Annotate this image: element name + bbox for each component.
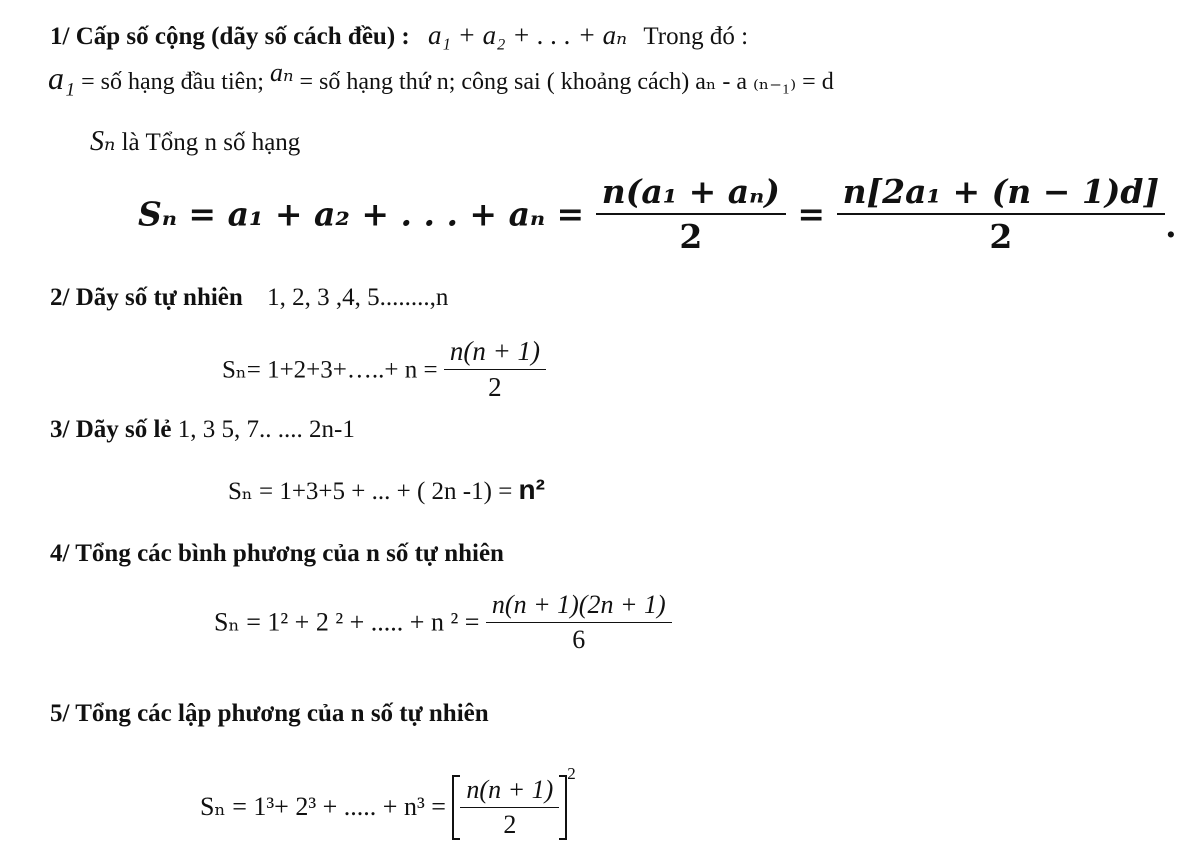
formula-2-lhs: Sₙ= 1+2+3+…..+ n = [222,356,438,384]
fraction-3 [444,336,546,403]
bracket-group [452,775,567,840]
natural-sequence: 1, 2, 3 ,4, 5........,n [267,284,449,311]
section-2-heading: 2/ Dãy số tự nhiên [50,284,243,311]
fraction-2-denominator: 2 [989,217,1013,256]
formula-3-lhs: Sₙ = 1+3+5 + ... + ( 2n -1) = [228,478,513,505]
squares-sum-formula [214,590,672,655]
an-definition: = số hạng thứ n; công sai ( khoảng cách) aₙ - a ₍ₙ₋₁₎ = d [293,69,834,95]
odd-sequence: 1, 3 5, 7.. .... 2n-1 [171,416,355,443]
fraction-4 [486,590,672,655]
fraction-4-numerator: n(n + 1)(2n + 1) [486,590,672,623]
fraction-4-denominator: 6 [572,625,586,654]
fraction-1-numerator: n(a₁ + aₙ) [596,172,786,215]
formula-3-result: n² [518,474,545,505]
bracket-left-top [452,775,460,777]
formula-1-period: . [1165,206,1177,245]
bracket-left-bottom [452,838,460,840]
section-1-definitions [48,58,834,97]
a1-definition: = số hạng đầu tiên; [75,69,270,95]
sn-symbol: Sₙ [90,126,116,157]
sn-description-text: là Tổng n số hạng [115,129,301,156]
sn-description [90,124,300,158]
fraction-1 [596,172,786,256]
formula-1-lhs: Sₙ = a₁ + a₂ + . . . + aₙ = [138,194,585,234]
formula-1-equals: = [797,194,826,234]
bracket-right-top [559,775,567,777]
fraction-5-denominator: 2 [503,809,517,839]
natural-sum-formula [222,336,546,403]
section-1-heading: 1/ Cấp số cộng (dãy số cách đều) : [50,23,410,50]
odd-sum-formula [228,474,545,506]
fraction-3-denominator: 2 [488,372,502,402]
arithmetic-sum-formula [138,172,1177,256]
section-1-where: Trong đó : [643,23,749,50]
formula-4-lhs: Sₙ = 1² + 2 ² + ..... + n ² = [214,607,480,637]
an-symbol: aₙ [269,58,294,87]
cubes-sum-formula [200,764,576,840]
bracket-right-bottom [559,838,567,840]
fraction-2 [837,172,1166,256]
section-3-heading: 3/ Dãy số lẻ [50,416,172,443]
section-4-heading: 4/ Tổng các bình phương của n số tự nhiên [50,540,504,567]
bracket-exponent: 2 [567,764,576,783]
section-5-heading: 5/ Tổng các lập phương của n số tự nhiên [50,700,489,727]
formula-5-lhs: Sₙ = 1³+ 2³ + ..... + n³ = [200,792,446,822]
section-1-line [50,20,748,51]
section-2-line [50,284,448,312]
fraction-5 [460,775,559,840]
fraction-5-numerator: n(n + 1) [460,775,559,808]
a1-symbol: a₁ [48,60,76,96]
fraction-1-denominator: 2 [679,217,703,256]
section-1-expression: a₁ + a₂ + . . . + aₙ [428,20,628,50]
section-3-line [50,416,355,444]
fraction-2-numerator: n[2a₁ + (n − 1)d] [837,172,1166,215]
fraction-3-numerator: n(n + 1) [444,336,546,370]
